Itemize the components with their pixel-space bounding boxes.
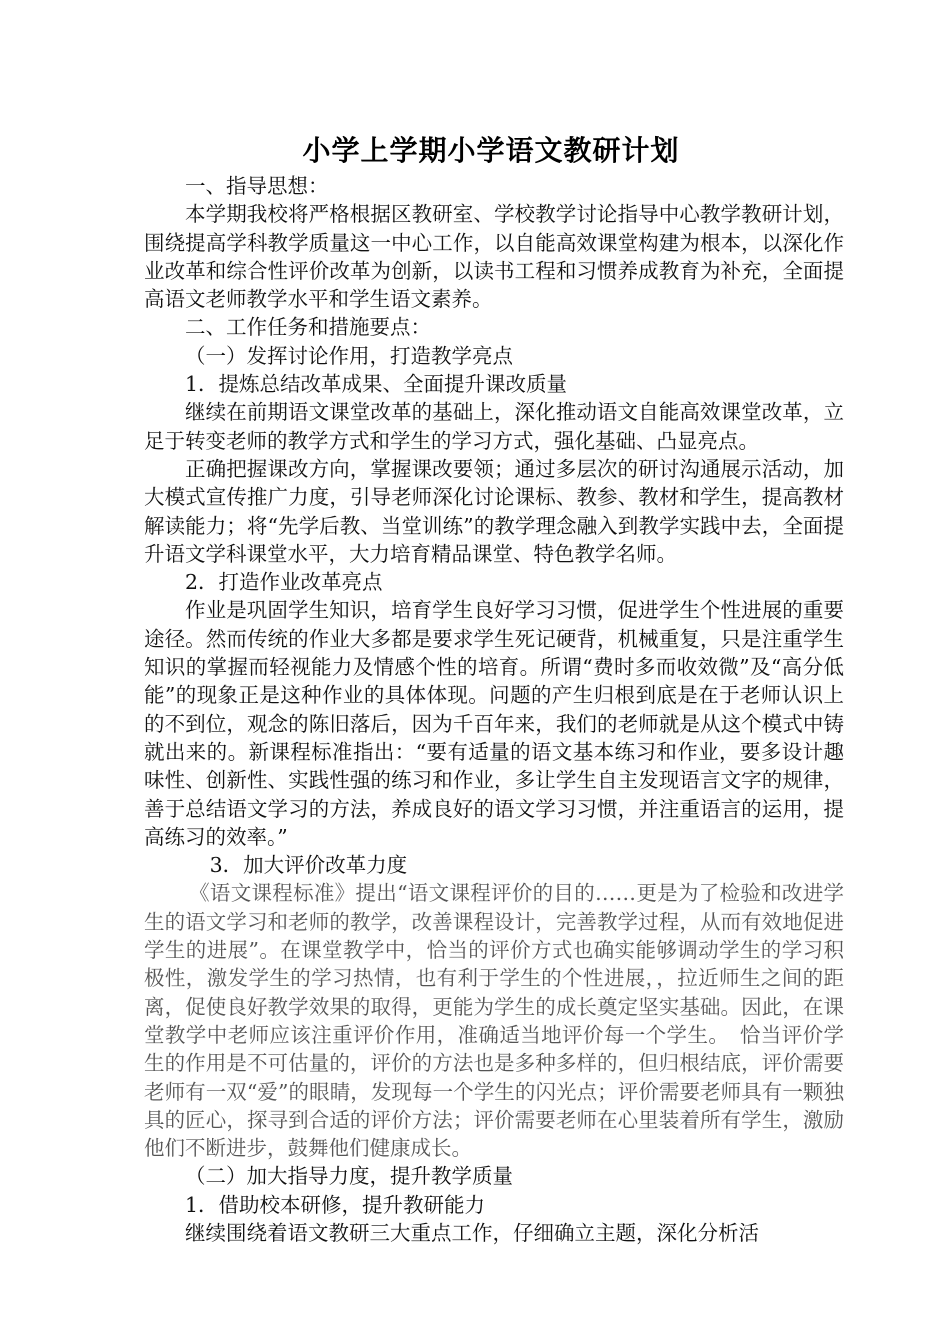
paragraph-evaluation: 《语文课程标准》提出“语文课程评价的目的……更是为了检验和改进学生的语文学习和老师的教学，改善课程设计，完善教学过程，从而有效地促进学生的进展”。在课堂教学中，恰当的评价方式也确实能够调动学生的学习积极性，激发学生的学习热情，也有利于学生的个性进展，，拉近师生之间的距离，促使良好教学效果的取得，更能为学生的成长奠定坚实基础。因此，在课堂教学中老师应该注重评价作用，准确适当地评价每一个学生。 恰当评价学生的作用是不可估量的，评价的方法也是多种多样的，但归根结底，评价需要老师有一双“爱”的眼睛，发现每一个学生的闪光点；评价需要老师具有一颗独具的匠心，探寻到合适的评价方法；评价需要老师在心里装着所有学生，激励他们不断进步，鼓舞他们健康成长。 — [144, 881, 844, 1161]
document-body — [144, 172, 844, 1247]
paragraph-guiding-thought: 本学期我校将严格根据区教研室、学校教学讨论指导中心教学教研计划，围绕提高学科教学质量这一中心工作，以自能高效课堂构建为根本，以深化作业改革和综合性评价改革为创新，以读书工程和习惯养成教育为补充，全面提高语文老师教学水平和学生语文素养。 — [144, 202, 844, 312]
paragraph-reform-direction: 正确把握课改方向，掌握课改要领；通过多层次的研讨沟通展示活动，加大模式宣传推广力度，引导老师深化讨论课标、教参、教材和学生，提高教材解读能力；将“先学后教、当堂训练”的教学理念融入到教学实践中去，全面提升语文学科课堂水平，大力培育精品课堂、特色教学名师。 — [144, 456, 844, 566]
subsection-heading-1: （一）发挥讨论作用，打造教学亮点 — [185, 343, 513, 368]
paragraph-research: 继续围绕着语文教研三大重点工作，仔细确立主题，深化分析活 — [185, 1220, 759, 1245]
item-heading-2: 2．打造作业改革亮点 — [185, 570, 383, 595]
subsection-heading-2: （二）加大指导力度，提升教学质量 — [185, 1164, 513, 1189]
section-heading-guiding-thought: 一、指导思想： — [185, 174, 329, 198]
item-heading-3: 3．加大评价改革力度 — [209, 853, 408, 878]
item-heading-1: 1．提炼总结改革成果、全面提升课改质量 — [185, 372, 568, 397]
document-title: 小学上学期小学语文教研计划 — [302, 134, 680, 167]
item-heading-2-1: 1．借助校本研修，提升教研能力 — [185, 1192, 486, 1217]
section-heading-tasks: 二、工作任务和措施要点： — [185, 315, 431, 340]
paragraph-reform: 继续在前期语文课堂改革的基础上，深化推动语文自能高效课堂改革，立足于转变老师的教学方式和学生的学习方式，强化基础、凸显亮点。 — [144, 400, 844, 453]
paragraph-homework: 作业是巩固学生知识，培育学生良好学习习惯，促进学生个性进展的重要途径。然而传统的作业大多都是要求学生死记硬背，机械重复，只是注重学生知识的掌握而轻视能力及情感个性的培育。所谓“费时多而收效微”及“高分低能”的现象正是这种作业的具体体现。问题的产生归根到底是在于老师认识上的不到位，观念的陈旧落后，因为千百年来，我们的老师就是从这个模式中铸就出来的。新课程标准指出：“要有适量的语文基本练习和作业，要多设计趣味性、创新性、实践性强的练习和作业，多让学生自主发现语言文字的规律，善于总结语文学习的方法，养成良好的语文学习习惯，并注重语言的运用，提高练习的效率。” — [144, 598, 844, 849]
